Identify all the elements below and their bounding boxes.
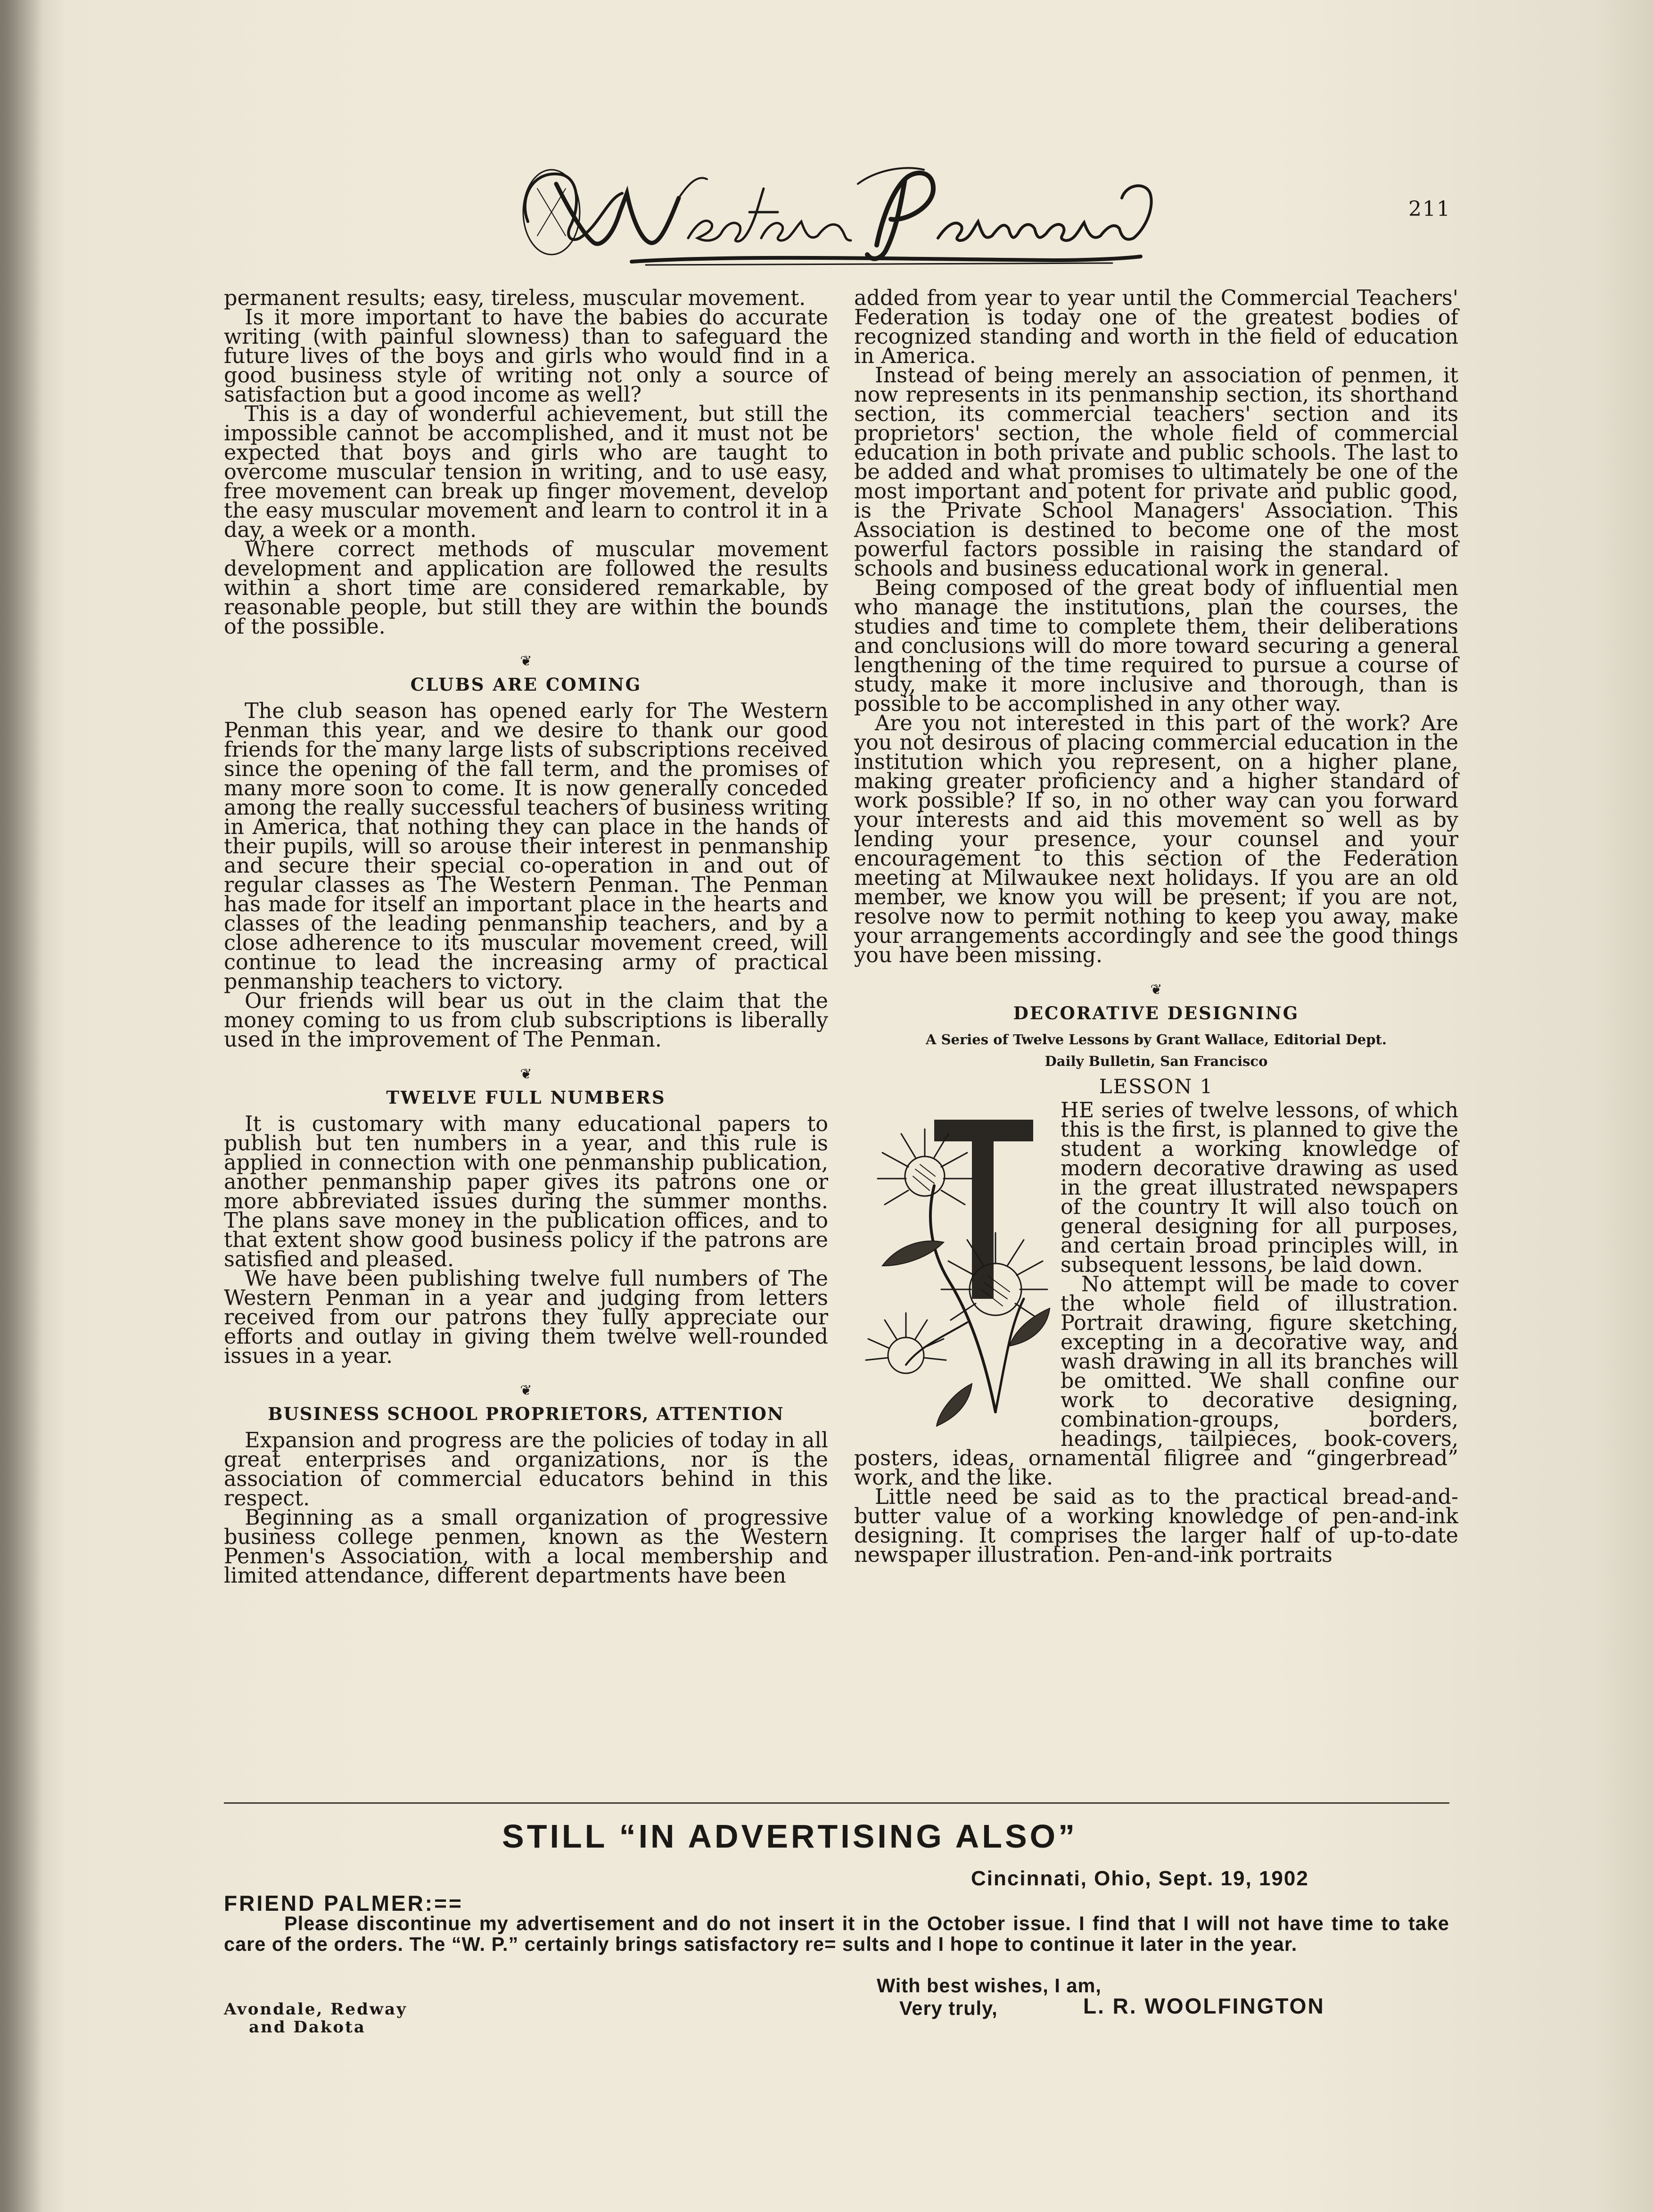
right-column (854, 286, 1458, 1567)
advertisement-title: STILL “IN ADVERTISING ALSO” (502, 1818, 1078, 1855)
paragraph: Is it more important to have the babies do accurate writing (with painful slowness) than to safeguard the future lives of the boys and girls who would find in a good business style of writing not only a source of satisfaction but a good income as well? (224, 305, 828, 407)
paragraph: HE series of twelve lessons, of which this is the first, is planned to give the student a working knowledge of modern decorative drawing as used in the great illustrated newspapers of the country It will also touch on general designing for all purposes, and certain broad principles will, in subsequent lessons, be laid down. (1061, 1098, 1458, 1277)
lesson-byline: A Series of Twelve Lessons by Grant Wallace, Editorial Dept. (926, 1032, 1387, 1048)
paragraph: It is customary with many educational papers to publish but ten numbers in a year, and this rule is applied in connection with one penmanship publication, another penmanship paper gives its patrons one or more abbreviated issues during the summer months. The plans save money in the publication offices, and to that extent show good business policy if the patrons are satisfied and pleased. (224, 1112, 828, 1271)
paragraph: added from year to year until the Commercial Teachers' Federation is today one of the greatest bodies of recognized standing and worth in the field of education in America. (854, 286, 1458, 368)
letter-closing-line-2: Very truly, (899, 1997, 998, 2019)
letter-location-line-1: Avondale, Redway (224, 2000, 407, 2019)
letter-body: Please discontinue my advertisement and do not insert it in the October issue. I find that I will not have time to take care of the orders. The “W. P.” certainly brings satisfactory re= sults and I hope to continue it later in the year. (224, 1912, 1449, 1955)
fleuron-icon: ❦ (520, 653, 532, 669)
masthead-logo (500, 141, 1183, 278)
fleuron-icon: ❦ (1150, 982, 1162, 998)
left-column (224, 286, 828, 1588)
paragraph: The club season has opened early for The Western Penman this year, and we desire to thank our good friends for the many large lists of subscriptions received since the opening of the fall term, and the promises of many more soon to come. It is now generally conceded among the really successful teachers of business writing in America, that nothing they can place in the hands of their pupils, will so arouse their interest in penmanship and secure their special co-operation in and out of regular classes as The Western Penman. The Penman has made for itself an important place in the hearts and classes of the leading penmanship teachers, and by a close adherence to its muscular movement creed, will continue to lead the increasing army of practical penmanship teachers to victory. (224, 699, 828, 994)
masthead-script-icon (500, 141, 1183, 278)
paragraph: Being composed of the great body of influential men who manage the institutions, plan the courses, the studies and time to complete them, their deliberations and conclusions will do more toward securing a general lengthening of the time required to pursue a course of study, make it more inclusive and thorough, than is possible to be accomplished in any other way. (854, 576, 1458, 716)
fleuron-icon: ❦ (520, 1066, 532, 1082)
letter-closing-line-1: With best wishes, I am, (877, 1974, 1102, 1997)
paragraph: We have been publishing twelve full numbers of The Western Penman in a year and judging from letters received from our patrons they fully appreciate our efforts and outlay in giving them twelve well-rounded issues in a year. (224, 1267, 828, 1368)
paragraph: No attempt will be made to cover the whole field of illustration. Portrait drawing, figure sketching, excepting in a decorative way, and wash drawing in all its branches will be omitted. We shall confine our work to decorative designing, combination-groups, borders, headings, tailpieces, book-covers, posters, ideas, ornamental filigree and “gingerbread” work, and the like. (854, 1272, 1458, 1490)
paragraph: Beginning as a small organization of progressive business college penmen, known as the Western Penmen's Association, with a local membership and limited attendance, different departments have been (224, 1506, 828, 1588)
divider (224, 1802, 1449, 1804)
paragraph: Instead of being merely an association of penmen, it now represents in its penmanship section, its shorthand section, its commercial teachers' section and its proprietors' section, the whole field of commercial education in both private and public schools. The last to be added and what promises to ultimately be one of the most important and potent for private and public good, is the Private School Managers' Association. This Association is destined to become one of the most powerful factors possible in raising the standard of schools and business educational work in general. (854, 363, 1458, 581)
section-heading: CLUBS ARE COMING (410, 674, 642, 695)
paragraph: Are you not interested in this part of the work? Are you not desirous of placing commercial education in the institution which you represent, on a higher plane, making greater proficiency and a higher standard of work possible? If so, in no other way can you forward your interests and aid this movement so well as by lending your presence, your counsel and your encouragement to this section of the Federation meeting at Milwaukee next holidays. If you are an old member, we know you will be present; if you are not, resolve now to permit nothing to keep you away, make your arrangements accordingly and see the good things you have been missing. (854, 711, 1458, 967)
section-heading: BUSINESS SCHOOL PROPRIETORS, ATTENTION (268, 1403, 784, 1424)
paragraph: Expansion and progress are the policies of today in all great enterprises and organizations, nor is the association of commercial educators behind in this respect. (224, 1428, 828, 1510)
lesson-byline-source: Daily Bulletin, San Francisco (1044, 1053, 1268, 1069)
letter-location-line-2: and Dakota (249, 2018, 366, 2037)
paragraph: This is a day of wonderful achievement, but still the impossible cannot be accomplished, and it must not be expected that boys and girls who are taught to overcome muscular tension in writing, and to use easy, free movement can break up finger movement, develop the easy muscular movement and learn to control it in a day, a week or a month. (224, 402, 828, 542)
paragraph: permanent results; easy, tireless, muscular movement. (224, 286, 806, 310)
fleuron-icon: ❦ (520, 1382, 532, 1399)
section-heading: DECORATIVE DESIGNING (1013, 1003, 1299, 1023)
letter-salutation: FRIEND PALMER:== (224, 1891, 463, 1915)
section-heading: TWELVE FULL NUMBERS (386, 1087, 666, 1108)
decorative-initial-t-illustration (854, 1101, 1052, 1431)
paragraph: Our friends will bear us out in the claim that the money coming to us from club subscriptions is liberally used in the improvement of The Penman. (224, 989, 828, 1052)
paragraph: Where correct methods of muscular movement development and application are followed the results within a short time are considered remarkable, by reasonable people, but still they are within the bounds of the possible. (224, 537, 828, 639)
page-number: 211 (1408, 197, 1451, 221)
letter-closing (877, 1974, 1102, 2020)
thistle-dropcap-icon (854, 1101, 1052, 1431)
lesson-number: LESSON 1 (1099, 1075, 1214, 1098)
letter-dateline: Cincinnati, Ohio, Sept. 19, 1902 (971, 1867, 1309, 1890)
paragraph: Little need be said as to the practical bread-and-butter value of a working knowledge of pen-and-ink designing. It comprises the larger half of up-to-date newspaper illustration. Pen-and-ink portraits (854, 1485, 1458, 1567)
letter-signature: L. R. WOOLFINGTON (1083, 1994, 1325, 2018)
